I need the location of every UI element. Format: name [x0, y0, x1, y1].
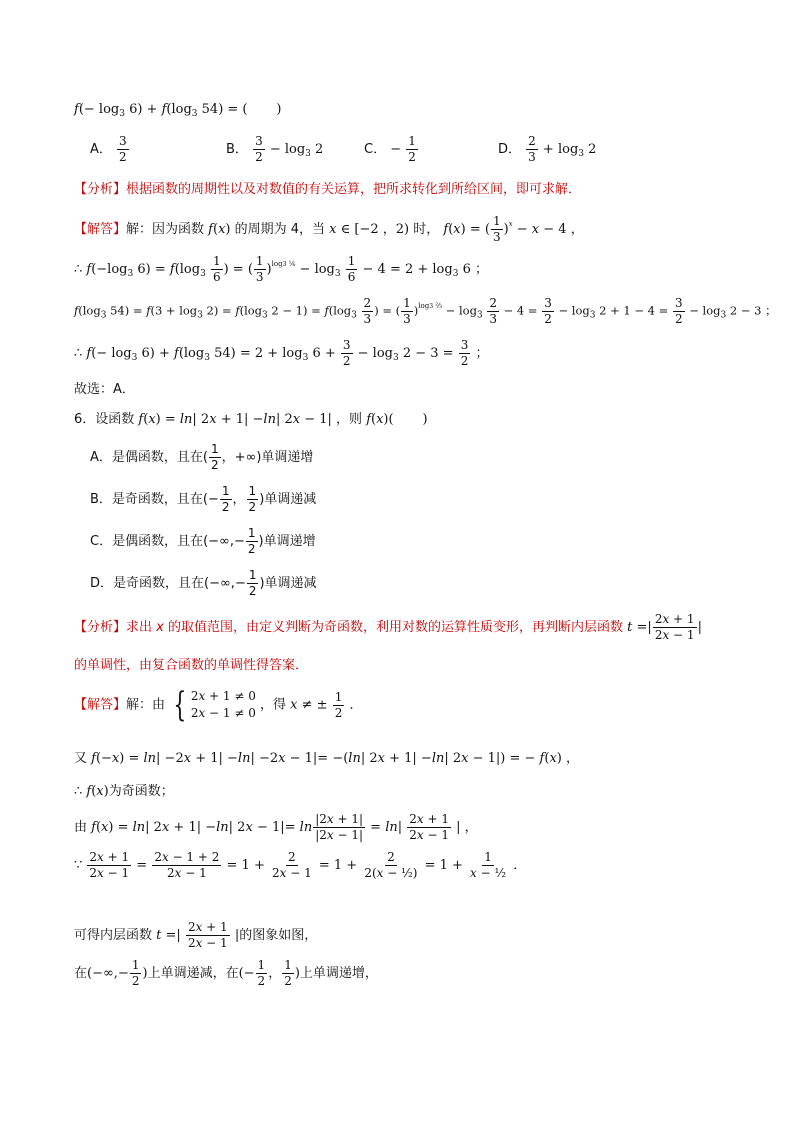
fraction: $\frac{3}{2}$ [119, 134, 127, 164]
q6-option-b: B．是奇函数，且在(− $\frac{1}{2}$ ， $\frac{1}{2}$ )单调递减 [90, 484, 317, 514]
q5-answer: 故选：A． [74, 382, 135, 397]
q6-stem: 6．设函数 f(x) = ln| 2x + 1| −ln| 2x − 1| ，则 f(x)( ) [74, 412, 428, 427]
q5-option-c: C． − $\frac{1}{2}$ [364, 134, 416, 164]
analysis-text: 根据函数的周期性以及对数值的有关运算，把所求转化到所给区间，即可求解． [126, 182, 582, 197]
q6-solution-line-7: 在(−∞,− $\frac{1}{2}$ )上单调递减，在(− $\frac{1}{2}$ ， $\frac{1}{2}$ )上单调递增， [74, 958, 378, 988]
q6-option-a: A．是偶函数，且在( $\frac{1}{2}$ ，+∞)单调递增 [90, 442, 314, 472]
analysis-tag: 【分析】 [74, 182, 127, 197]
equation-system: { 2x + 1 ≠ 0 2x − 1 ≠ 0 [173, 685, 256, 725]
q5-option-b: B． $\frac{3}{2}$ − $\log_3 2$ [226, 134, 324, 164]
q6-analysis: 【分析】求出 x 的取值范围，由定义判断为奇函数，利用对数的运算性质变形，再判断内层函数 t =| $\frac{2x + 1}{2x - 1}$ | [74, 612, 702, 642]
q6-option-c: C．是偶函数，且在(−∞,− $\frac{1}{2}$ )单调递增 [90, 526, 316, 556]
q6-solution-line-6: 可得内层函数 t =| $\frac{2x + 1}{2x - 1}$ |的图象如图， [74, 920, 318, 950]
q5-option-a: A． $\frac{3}{2}$ [90, 134, 127, 164]
q6-solution-line-4: 由 f(x) = ln| 2x + 1| −ln| 2x − 1|= ln $\frac{|2x + 1|}{|2x - 1|}$ = ln| $\frac{2x + 1}{2x - 1}$ | ， [74, 812, 478, 842]
q5-stem: $f(- \log_3 6) + f(\log_3$ 54) = ( ) [74, 102, 282, 119]
q6-option-d: D．是奇函数，且在(−∞,− $\frac{1}{2}$ )单调递减 [90, 568, 317, 598]
q6-solution-line-3: ∴ f(x)为奇函数； [74, 784, 174, 799]
q5-solution-line-2: ∴ $f(-\log_3$ $6) = f(\log_3$ $\frac{1}{6}$ ) = ( $\frac{1}{3}$ )$^{log3 \frac{1}{6}} - \log_3$ $\frac{1}{6}$ − $4 = 2 + \log_3 6$ ； [74, 254, 488, 284]
q5-analysis [74, 178, 581, 197]
q5-solution-line-4: ∴ $f(- \log_3 6) + f(\log_3$ $54) = 2 + \log_3 6$ + $\frac{3}{2}$ − $\log_3 2 - 3$ = $\frac{3}{2}$ ； [74, 338, 489, 368]
q6-solution-line-2: 又 f(−x) = ln| −2x + 1| −ln| −2x − 1|= −(ln| 2x + 1| −ln| 2x − 1|) = − f(x) ， [74, 751, 579, 766]
q6-solution-line-5: ∵ $\frac{2x + 1}{2x - 1}$ = $\frac{2x - 1 + 2}{2x - 1}$ = 1 + $\frac{2}{2x - 1}$ = 1 + $\frac{2}{\text{2(x − ½)}}$ = 1 + $\frac{1}{\text{x − ½}}$ ． [74, 850, 527, 880]
q5-solution-line-3: $f(\log_3$ $54) = f(3 + \log_3 2) = f(\log_3$ $2 - 1) = f(\log_3$ $\frac{2}{3}$ ) = ( $\frac{1}{3}$ )$^{log3 \frac{2}{3}} - \log_3$ $\frac{2}{3}$ − 4 = $\frac{3}{2}$ − $\log_3 2 + 1 - 4$ = $\frac{3}{2}$ − $\log_3 2 - 3$ ； [74, 296, 777, 326]
q6-analysis-line-2: 的单调性，由复合函数的单调性得答案． [74, 658, 309, 673]
q5-solution-line-1: 【解答】解：因为函数 f(x) 的周期为 4，当 x ∈ [−2 ，2) 时， f(x) = ( $\frac{1}{3}$ )$^x$ − x − 4 ， [74, 214, 584, 244]
q6-solution-line-1: 【解答】解：由 { 2x + 1 ≠ 0 2x − 1 ≠ 0 ，得 x ≠ ± $\frac{1}{2}$ ． [74, 685, 363, 725]
q5-option-d: D． $\frac{2}{3}$ + $\log_3 2$ [498, 134, 597, 164]
